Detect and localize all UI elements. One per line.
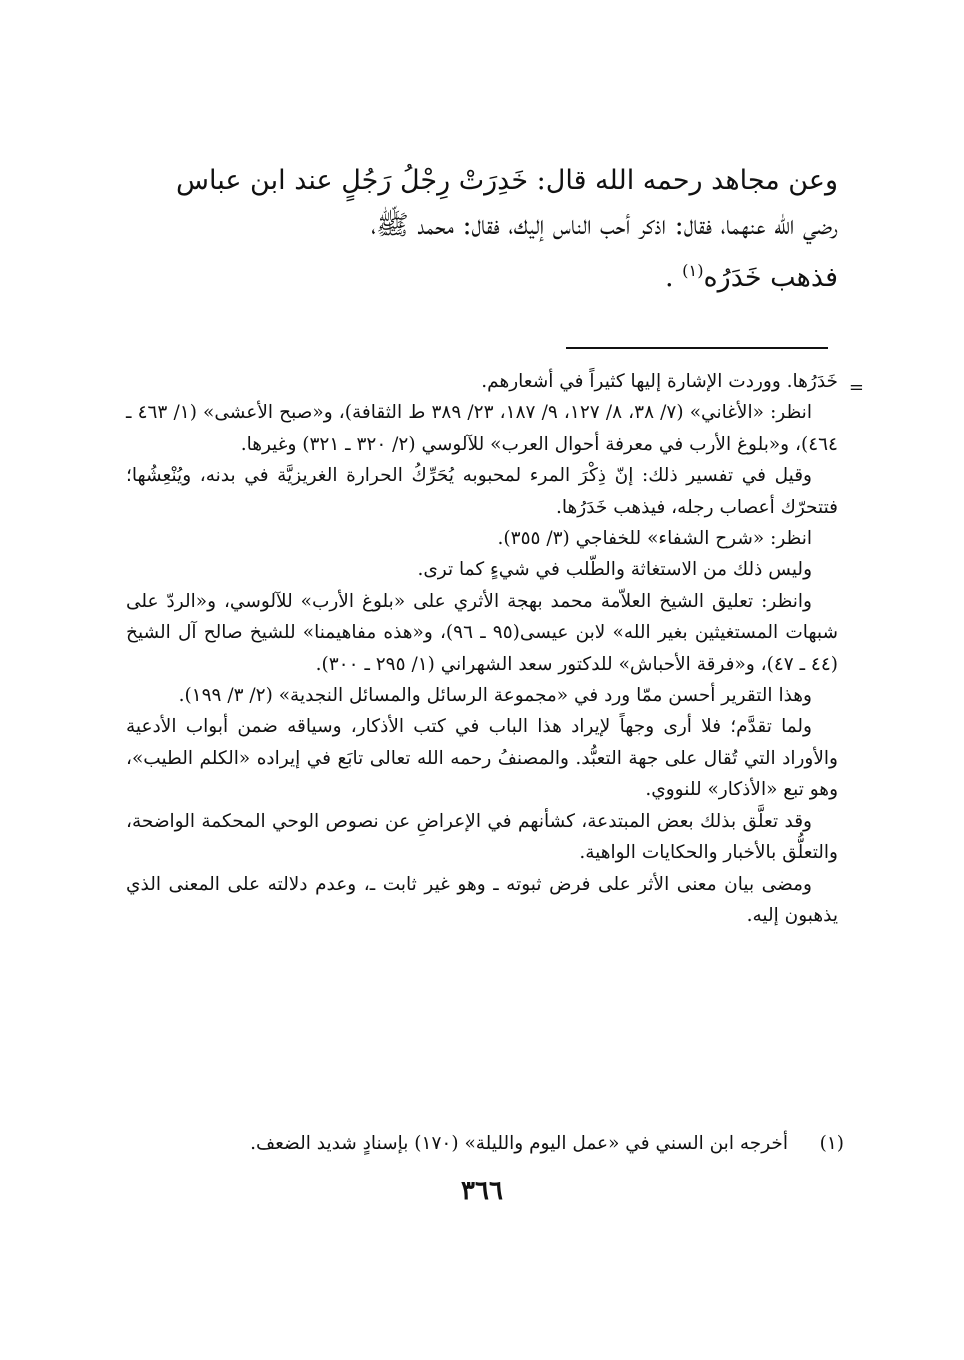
footnote-paragraph: وليس ذلك من الاستغاثة والطّلب في شيءٍ كما ترى.: [417, 559, 812, 581]
footnote-paragraph: انظر: «الأغاني» (٧/ ٣٨، ٨/ ١٢٧، ٩/ ١٨٧، ٢٣/ ٣٨٩ ط الثقافة)، و«صبح الأعشى» (١/ ٤٦٣ ـ ٤٦٤)، و«بلوغ الأرب في معرفة أحوال العرب» للآلوسي (٢/ ٣٢٠ ـ ٣٢١) وغيرها.: [126, 402, 838, 455]
footnote-paragraph: ومضى بيان معنى الأثر على فرض ثبوته ـ وهو غير ثابت ـ، وعدم دلالته على المعنى الذي يذهبون إليه.: [126, 873, 838, 926]
main-line-3-text: فذهب خَدَرُه: [703, 262, 838, 293]
footnote-separator: [566, 347, 828, 349]
footnote-paragraph: وهذا التقرير أحسن ممّا ورد في «مجموعة الرسائل والمسائل النجدية» (٢/ ٣/ ١٩٩).: [178, 685, 812, 707]
footnote-paragraph: وانظر: تعليق الشيخ العلاّمة محمد بهجة الأثري على «بلوغ الأرب» للآلوسي، و«الردّ على شبهات المستغيثين بغير الله» لابن عيسى(٩٥ ـ ٩٦)، و«هذه مفاهيمنا» للشيخ صالح آل الشيخ (٤٤ ـ ٤٧)، و«فرقة الأحباش» للدكتور سعد الشهراني (١/ ٢٩٥ ـ ٣٠٠).: [126, 590, 838, 675]
main-line-3: [126, 248, 838, 300]
page-number: ٣٦٦: [461, 1176, 503, 1206]
main-line-2: رضي الله عنهما، فقال: اذكر أحب الناس إليك، فقال: محمد ﷺ،: [370, 210, 838, 241]
footnote-paragraph: انظر: «شرح الشفاء» للخفاجي (٣/ ٣٥٥).: [497, 528, 812, 550]
footnote-paragraph: خَدَرُها. ووردت الإشارة إليها كثيراً في أشعارهم.: [481, 371, 838, 392]
main-text: [126, 158, 838, 300]
footnote-1-text: أخرجه ابن السني في «عمل اليوم والليلة» (١٧٠) بإسنادٍ شديد الضعف.: [250, 1133, 788, 1154]
footnote-paragraph: وقد تعلَّق بذلك بعض المبتدعة، كشأنهم في الإعراضِ عن نصوص الوحي المحكمة الواضحة، والتعلُّق بالأخبار والحكايات الواهية.: [126, 810, 838, 864]
main-line-3-end: .: [665, 262, 683, 293]
footnote-reference[interactable]: (١): [682, 261, 704, 280]
footnote-1-number: (١): [819, 1133, 844, 1154]
footnotes: [126, 366, 838, 931]
footnote-continuation-mark: =: [848, 377, 864, 398]
footnote-paragraph: وقيل في تفسير ذلك: إنّ ذِكْرَ المرء لمحبوبه يُحَرِّكُ الحرارة الغريزيَّة في بدنه، ويُنْعِشُها؛ فتتحرّك أعصاب رجله، فيذهب خَدَرُها.: [126, 465, 838, 518]
main-line-1: وعن مجاهد رحمه الله قال: خَدِرَتْ رِجْلُ رَجُلٍ عند ابن عباس: [176, 165, 838, 196]
footnote-paragraph: ولما تقدَّم؛ فلا أرى وجهاً لإيراد هذا الباب في كتب الأذكار، وسياقه ضمن أبواب الأدعية والأوراد التي تُقال على جهة التعبُّد. والمصنفُ رحمه الله تعالى تابَع في إيراده «الكلم الطيب»، وهو تبع «الأذكار» للنووي.: [126, 716, 838, 801]
